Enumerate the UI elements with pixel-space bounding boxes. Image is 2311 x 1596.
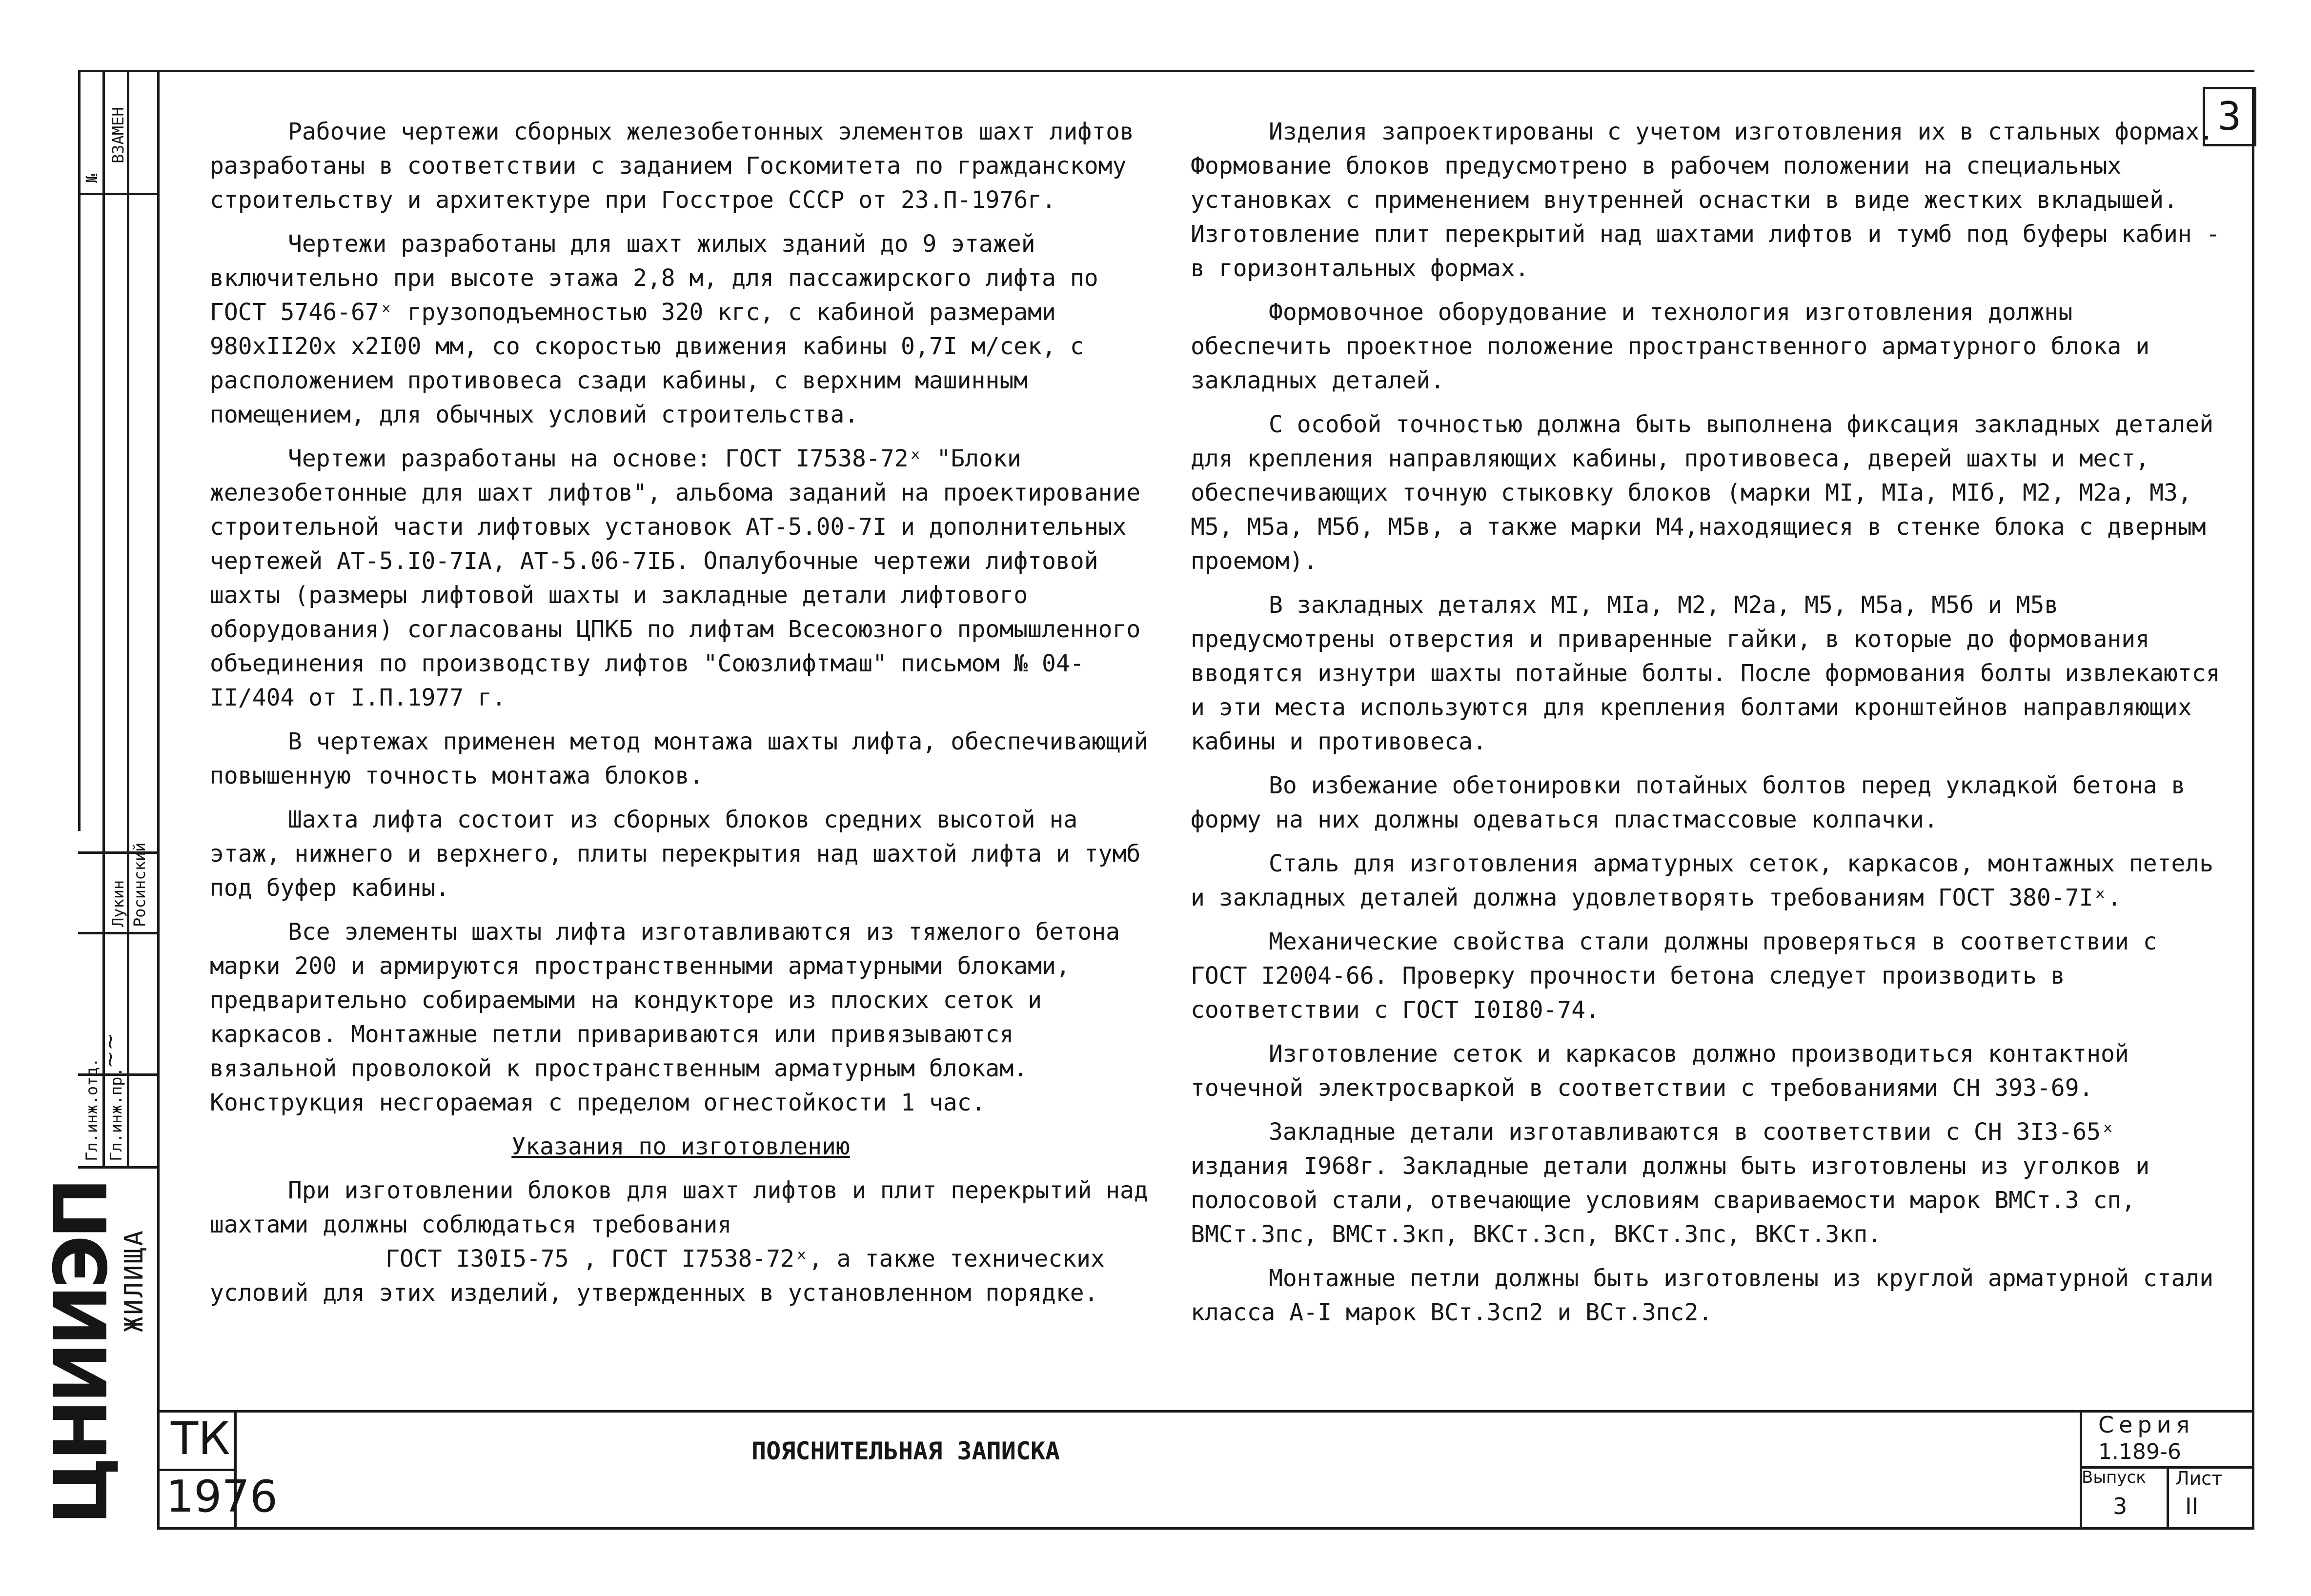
- right-paragraph-5: Во избежание обетонировки потайных болтов перед укладкой бетона в форму на них должны одеваться пластмассовые колпачки.: [1191, 772, 2186, 833]
- stamp-vzamen-label: ВЗАМЕН: [109, 107, 127, 163]
- right-paragraph-10: Монтажные петли должны быть изготовлены из круглой арматурной стали класса А-I марок ВСт.3сп2 и ВСт.3пс2.: [1191, 1265, 2214, 1326]
- stamp-divider-2: [102, 70, 105, 1168]
- right-paragraph-7: Механические свойства стали должны проверяться в соответствии с ГОСТ I2004-66. Проверку прочности бетона следует производить в соответствии с ГОСТ I0I80-74.: [1191, 928, 2157, 1024]
- stamp-row-line-5: [78, 1166, 159, 1169]
- stamp-row-line: [78, 193, 159, 195]
- left-paragraph-7: При изготовлении блоков для шахт лифтов и плит перекрытий над шахтами должны соблюдаться требования: [210, 1177, 1148, 1238]
- frame-right-line: [2252, 87, 2254, 1530]
- manufacturing-subheading: Указания по изготовлению: [511, 1133, 850, 1160]
- right-paragraph-8: Изготовление сеток и каркасов должно производиться контактной точечной электросваркой в соответствии с требованиями СН 393-69.: [1191, 1040, 2129, 1102]
- left-paragraph-6: Все элементы шахты лифта изготавливаются из тяжелого бетона марки 200 и армируются пространственными арматурными блоками, предварительно собираемыми на кондукторе из плоских сеток и каркасов. Монтажные петли привариваются или привязываются вязальной проволокой к пространственным арматурным блокам. Конструкция несгораемая с пределом огнестойкости 1 час.: [210, 918, 1120, 1116]
- left-paragraph-1: Рабочие чертежи сборных железобетонных элементов шахт лифтов разработаны в соответствии с заданием Госкомитета по гражданскому строительству и архитектуре при Госстрое СССР от 23.П-1976г.: [210, 118, 1134, 214]
- series-value: 1.189-6: [2098, 1439, 2181, 1464]
- left-paragraph-8: ГОСТ I30I5-75 , ГОСТ I7538-72ˣ, а также технических условий для этих изделий, утвержденных в установленном порядке.: [210, 1245, 1105, 1307]
- document-title: ПОЯСНИТЕЛЬНАЯ ЗАПИСКА: [751, 1437, 1060, 1465]
- stamp-row-line-3: [78, 932, 159, 934]
- institute-logo: ЦНИИЭП: [39, 1181, 124, 1525]
- issue-value: 3: [2113, 1493, 2128, 1519]
- left-paragraph-4: В чертежах применен метод монтажа шахты лифта, обеспечивающий повышенную точность монтажа блоков.: [210, 728, 1148, 789]
- right-paragraph-3: С особой точностью должна быть выполнена фиксация закладных деталей для крепления направляющих кабины, противовеса, дверей шахты и мест, обеспечивающих точную стыковку блоков (марки МI, МIа, МIб, М2, М2а, М3, М5, М5а, М5б, М5в, а также марки М4,находящиеся в стенке блока с дверным проемом).: [1191, 411, 2214, 575]
- left-text-column: [210, 115, 1152, 1310]
- stamp-signature-1: ~~: [98, 1032, 122, 1069]
- stamp-signer-2: Лукин: [109, 880, 127, 927]
- titleblock-divider-3: [2167, 1466, 2169, 1530]
- stamp-role-1: Гл.инж.отд.: [82, 1058, 101, 1161]
- org-code: ТК: [171, 1413, 230, 1465]
- stamp-divider-3: [127, 70, 129, 1168]
- right-paragraph-9: Закладные детали изготавливаются в соответствии с СН 3I3-65ˣ издания I968г. Закладные детали должны быть изготовлены из уголков и полосовой стали, отвечающие условиям свариваемости марок ВМСт.3 сп, ВМСт.3пс, ВМСт.3кп, ВКСт.3сп, ВКСт.3пс, ВКСт.3кп.: [1191, 1118, 2150, 1248]
- frame-left-line: [157, 70, 160, 1530]
- frame-bottom-line: [157, 1527, 2254, 1530]
- sheet-number-box: 3: [2203, 87, 2256, 146]
- titleblock-top-line: [157, 1410, 2254, 1413]
- series-label: Серия: [2098, 1412, 2195, 1438]
- stamp-role-2: Гл.инж.пр.: [107, 1067, 125, 1161]
- right-paragraph-1: Изделия запроектированы с учетом изготовления их в стальных формах. Формование блоков предусмотрено в рабочем положении на специальных установках с применением внутренней оснастки в виде жестких вкладышей. Изготовление плит перекрытий над шахтами лифтов и тумб под буферы кабин - в горизонтальных формах.: [1191, 118, 2220, 282]
- stamp-number-label: №: [82, 173, 101, 183]
- stamp-org-name: ЖИЛИЩА: [120, 1229, 149, 1332]
- stamp-signer-1: Росинский: [130, 842, 149, 927]
- left-paragraph-2: Чертежи разработаны для шахт жилых зданий до 9 этажей включительно при высоте этажа 2,8 м, для пассажирского лифта по ГОСТ 5746-67ˣ грузоподъемностью 320 кгс, с кабиной размерами 980хII20х х2I00 мм, со скоростью движения кабины 0,7I м/сек, с расположением противовеса сзади кабины, с верхним машинным помещением, для обычных условий строительства.: [210, 230, 1098, 428]
- right-text-column: [1191, 115, 2220, 1339]
- left-paragraph-3: Чертежи разработаны на основе: ГОСТ I7538-72ˣ "Блоки железобетонные для шахт лифтов", альбома заданий на проектирование строительной части лифтовых установок АТ-5.00-7I и дополнительных чертежей АТ-5.I0-7IА, АТ-5.06-7IБ. Опалубочные чертежи лифтовой шахты (размеры лифтовой шахты и закладные детали лифтового оборудования) согласованы ЦПКБ по лифтам Всесоюзного промышленного объединения по производству лифтов "Союзлифтмаш" письмом № 04-II/404 от I.П.1977 г.: [210, 445, 1141, 711]
- sheet-label: Лист: [2175, 1468, 2223, 1489]
- right-paragraph-2: Формовочное оборудование и технология изготовления должны обеспечить проектное положение пространственного арматурного блока и закладных деталей.: [1191, 299, 2150, 394]
- sheet-value: II: [2185, 1493, 2199, 1519]
- left-paragraph-5: Шахта лифта состоит из сборных блоков средних высотой на этаж, нижнего и верхнего, плиты перекрытия над шахтой лифта и тумб под буфер кабины.: [210, 806, 1141, 902]
- issue-label: Выпуск: [2082, 1468, 2146, 1487]
- right-paragraph-4: В закладных деталях МI, МIа, М2, М2а, М5, М5а, М5б и М5в предусмотрены отверстия и приваренные гайки, в которые до формования вводятся изнутри шахты потайные болты. После формования болты извлекаются и эти места используются для крепления болтами кронштейнов направляющих кабины и противовеса.: [1191, 591, 2220, 755]
- stamp-divider-1: [78, 70, 81, 831]
- right-paragraph-6: Сталь для изготовления арматурных сеток, каркасов, монтажных петель и закладных деталей должна удовлетворять требованиям ГОСТ 380-7Iˣ.: [1191, 850, 2214, 911]
- frame-top-line: [78, 70, 2254, 72]
- sheet-year: 1976: [166, 1471, 278, 1522]
